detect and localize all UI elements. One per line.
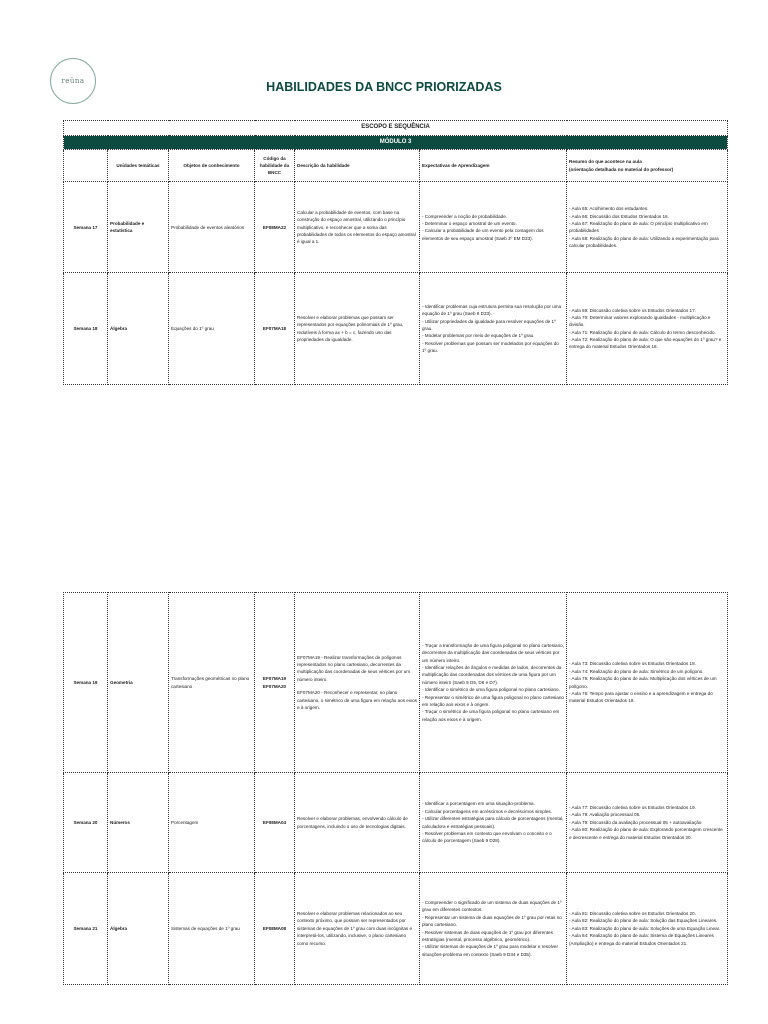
header-summary-line: Resumo do que acontece na aula <box>569 159 642 165</box>
logo-text: reûna <box>61 77 85 85</box>
skill-cell: Resolver e elaborar problemas que possam ser representados por equações polinomiais de 1º grau, redutíveis à forma ax + b = c, fazendo uso das propriedades da igualdade. <box>295 273 420 385</box>
skill-cell: Calcular a probabilidade de eventos, com base na construção do espaço amostral, utilizando o princípio multiplicativo, e reconhecer que a soma das probabilidades de todos os elementos do espaço amostral é igual a 1. <box>295 182 420 273</box>
header-objects: Objetos de conhecimento <box>169 150 255 182</box>
summary-item: - Aula 70: Determinar valores explorando igualdades - multiplicação e divisão. <box>569 315 711 328</box>
summary-item: - Aula 76: Tempo para ajustar o ensino e a aprendizagem e entrega do material Estudos Orientados 19. <box>569 690 713 704</box>
expect-item: - Resolver problemas em contexto que envolvam o conceito e o cálculo de porcentagem (Saeb 9 D28). <box>422 830 552 844</box>
expect-item: - Representar um sistema de duas equações de 1º grau por retas no plano cartesiano. <box>422 914 562 928</box>
summary-cell <box>567 182 728 273</box>
summary-item: - Aula 65: Acolhimento dos estudantes. <box>569 206 649 212</box>
objects-cell: Transformações geométricas no plano cartesiano <box>169 593 255 773</box>
header-skill: Descrição da habilidade <box>295 150 420 182</box>
summary-item: - Aula 81: Discussão coletiva sobre os Estudos Orientados 20. <box>569 911 696 917</box>
scope-table-top <box>63 120 728 385</box>
summary-item: - Aula 72: Realização do plano de aula: O que são equações do 1º grau? e entrega do material Estudos Orientados 18. <box>569 337 722 350</box>
week-cell: Semana 18 <box>64 273 108 385</box>
unit-cell: Álgebra <box>108 273 169 385</box>
expect-item: - Utilizar diferentes estratégias para cálculo de porcentagens (mental, calculadora e estratégias pessoais). <box>422 816 564 829</box>
week-cell: Semana 21 <box>64 873 108 985</box>
header-expect: Expectativas de Aprendizagem <box>420 150 567 182</box>
summary-item: - Aula 75: Realização do plano de aula: Multiplicação dos vértices de um polígono. <box>569 676 717 689</box>
table-row <box>64 593 728 773</box>
table-row <box>64 273 728 385</box>
summary-cell <box>567 773 728 873</box>
code-cell: EF08MA22 <box>255 182 295 273</box>
module-label: MÓDULO 3 <box>64 135 728 150</box>
expect-item: - Traçar a transformação de uma figura poligonal no plano cartesiano, decorrentes da multiplicação das coordenadas de seus vértices por um número inteiro. <box>422 643 564 663</box>
expect-item: - Identificar a porcentagem em uma situação-problema. <box>422 801 535 807</box>
unit-cell: Álgebra <box>108 873 169 985</box>
summary-item: - Aula 79: Discussão da avaliação processual 05 + autoavaliação <box>569 819 702 825</box>
expect-item: - Compreender o significado de um sistema de duas equações de 1º grau em diferentes contextos. <box>422 900 562 913</box>
summary-item: - Aula 71: Realização do plano de aula: Cálculo do termo desconhecido. <box>569 329 716 335</box>
objects-cell: Equações do 1º grau <box>169 273 255 385</box>
expect-item: - Identificar o simétrico de uma figura poligonal no plano cartesiano. <box>422 687 560 693</box>
expect-item: - Calcular porcentagens em acréscimos e decréscimos simples. <box>422 808 552 814</box>
summary-item: - Aula 67: Realização do plano de aula: O princípio multiplicativo em probabilidades <box>569 220 708 234</box>
summary-cell <box>567 873 728 985</box>
expect-item: - Compreender a noção de probabilidade. <box>422 213 508 219</box>
header-code: Código da habilidade da BNCC <box>255 150 295 182</box>
week-cell: Semana 19 <box>64 593 108 773</box>
table-row <box>64 873 728 985</box>
unit-cell: Geometria <box>108 593 169 773</box>
skill-cell: Resolver e elaborar problemas, envolvendo cálculo de porcentagens, incluindo o uso de tecnologias digitais. <box>295 773 420 873</box>
header-summary-line: (orientação detalhada no material do professor) <box>569 166 674 172</box>
expect-cell <box>420 182 567 273</box>
objects-cell: Porcentagem <box>169 773 255 873</box>
skill-cell <box>295 593 420 773</box>
expect-item: - Utilizar propriedades da igualdade para resolver equações de 1º grau. <box>422 318 556 332</box>
header-week <box>64 150 108 182</box>
summary-item: - Aula 80: Realização do plano de aula: Explorando porcentagem crescente e decrescente e entrega do material Estudos Orientados 20. <box>569 827 723 840</box>
expect-item: - Representar o simétrico de uma figura poligonal no plano cartesiano em relação aos eixos e à origem. <box>422 694 564 707</box>
summary-item: - Aula 73: Discussão coletiva sobre os Estudos Orientados 18. <box>569 661 696 667</box>
expect-cell <box>420 593 567 773</box>
code-cell: EF08MA08 <box>255 873 295 985</box>
page-title: HABILIDADES DA BNCC PRIORIZADAS <box>266 80 502 94</box>
expect-cell <box>420 773 567 873</box>
summary-item: - Aula 77: Discussão coletiva sobre os Estudos Orientados 19. <box>569 805 696 811</box>
scope-label: ESCOPO E SEQUÊNCIA <box>64 121 728 136</box>
summary-item: - Aula 66: Discussão dos Estudos Orientados 16. <box>569 213 669 219</box>
expect-item: - Traçar o simétrico de uma figura poligonal no plano cartesiano em relação aos eixos e à origem. <box>422 709 560 722</box>
summary-cell <box>567 593 728 773</box>
summary-item: - Aula 82: Realização do plano de aula: Solução das Equações Lineares. <box>569 918 718 924</box>
week-cell: Semana 17 <box>64 182 108 273</box>
objects-cell: Probabilidade de eventos aleatórios <box>169 182 255 273</box>
expect-item: - Determinar o espaço amostral de um evento. <box>422 220 517 226</box>
unit-cell: Números <box>108 773 169 873</box>
skill-item: EF07MA20 - Reconhecer e representar, no plano cartesiano, o simétrico de uma figura em relação aos eixos e à origem. <box>297 690 418 710</box>
summary-item: - Aula 69: Discussão coletiva sobre os Estudos Orientados 17. <box>569 307 696 313</box>
expect-item: - Calcular a probabilidade de um evento pela contagem dos elementos de seu espaço amostral (Saeb 3º EM D33). <box>422 228 544 241</box>
expect-item: - Resolver problemas que possam ser modelados por equações do 1º grau. <box>422 340 559 354</box>
code-cell: EF08MA04 <box>255 773 295 873</box>
skill-cell: Resolver e elaborar problemas relacionados ao seu contexto próximo, que possam ser representados por sistemas de equações de 1º grau com duas incógnitas e interpretá-los, utilizando, inclusive, o plano cartesiano como recurso. <box>295 873 420 985</box>
expect-cell <box>420 873 567 985</box>
scope-table-bottom <box>63 592 728 985</box>
table-row <box>64 773 728 873</box>
expect-item: - Modelar problemas por meio de equações de 1º grau. <box>422 333 535 339</box>
summary-item: - Aula 84: Realização do plano de aula: Sistema de Equações Lineares (Ampliação) e entrega do material Estudos Orientados 21. <box>569 933 714 946</box>
expect-item: - Identificar relações de ângulos e medidas de lados, decorrentes da multiplicação das coordenadas dos vértices de uma figura por um número inteiro (Saeb 9 D5, D6 e D7). <box>422 665 562 685</box>
expect-item: - Identificar problemas cuja estrutura permita sua resolução por uma equação de 1º grau (Saeb 9 D33). <box>422 303 562 317</box>
summary-item: - Aula 74: Realização do plano de aula: Simétrico de um polígono. <box>569 668 704 674</box>
table-row <box>64 182 728 273</box>
expect-item: - Resolver sistemas de duas equações de 1º grau por diferentes estratégias (mental, processo algébrico, geométrico). <box>422 929 553 942</box>
summary-item: - Aula 83: Realização do plano de aula: Soluções de uma Equação Linear. <box>569 925 721 931</box>
summary-item: - Aula 68: Realização do plano de aula: Utilizando a experimentação para calcular probabilidades. <box>569 235 719 248</box>
expect-item: - Utilizar sistemas de equações de 1º grau para modelar e resolver situações-problema em contexto (Saeb 9 D34 e D35). <box>422 944 558 957</box>
skill-item: EF07MA19 - Realizar transformações de polígonos representados no plano cartesiano, decorrentes da multiplicação das coordenadas de seus vértices por um número inteiro. <box>297 654 411 682</box>
objects-cell: Sistemas de equações de 1º grau <box>169 873 255 985</box>
summary-cell <box>567 273 728 385</box>
code-cell: EF07MA19 EF07MA20 <box>255 593 295 773</box>
code-cell: EF07MA18 <box>255 273 295 385</box>
summary-item: - Aula 78: Avaliação processual 05. <box>569 812 641 818</box>
header-summary <box>567 150 728 182</box>
header-unit: Unidades temáticas <box>108 150 169 182</box>
unit-cell: Probabilidade e estatística <box>108 182 169 273</box>
expect-cell <box>420 273 567 385</box>
week-cell: Semana 20 <box>64 773 108 873</box>
